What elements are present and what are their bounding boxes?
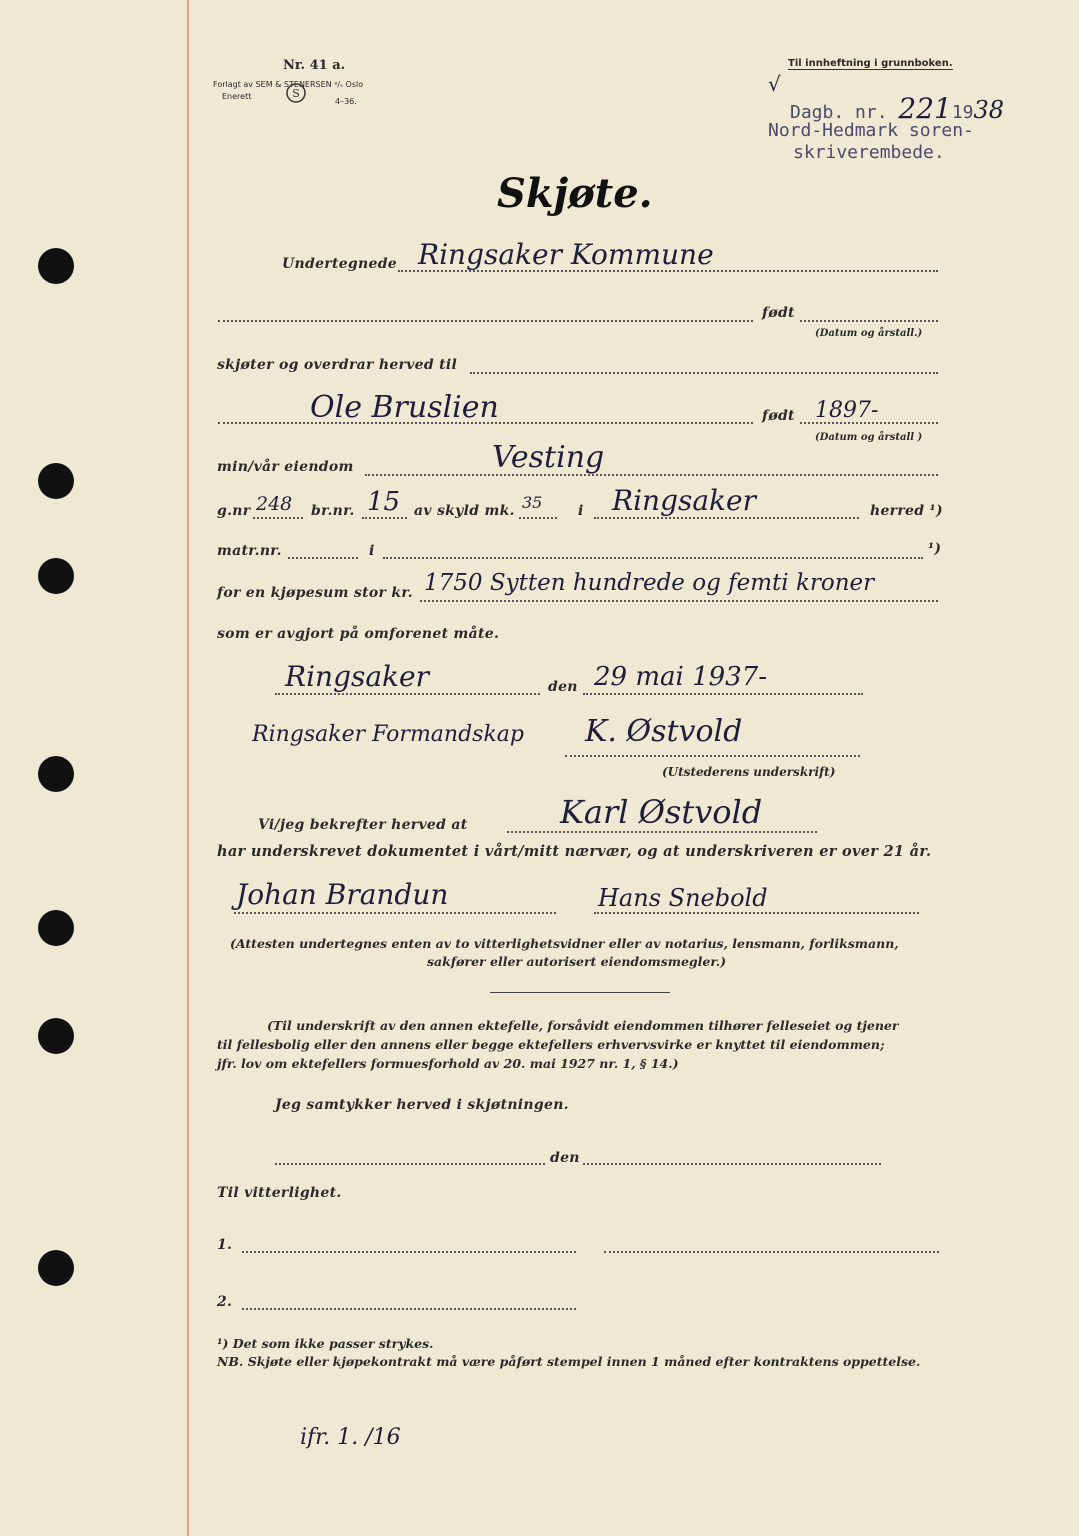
dotted-line <box>583 693 863 695</box>
fodt-label: født <box>762 305 795 321</box>
bekrefter-value: Karl Østvold <box>560 793 763 831</box>
dotted-line <box>242 1251 576 1253</box>
dotted-line <box>218 320 753 322</box>
footnote: ¹) Det som ikke passer strykes. <box>217 1336 434 1351</box>
buyer-value: Ole Bruslien <box>310 390 499 425</box>
datum-note: (Datum og årstall.) <box>815 328 923 339</box>
publisher-line: Forlagt av SEM & STENERSEN ᵃ/ₛ Oslo <box>213 80 364 89</box>
binding-note: Til innheftning i grunnboken. <box>788 58 953 69</box>
underskrevet-text: har underskrevet dokumentet i vårt/mitt nærvær, og at underskriveren er over 21 år. <box>217 843 932 860</box>
gnr-value: 248 <box>256 493 293 515</box>
datum-note: (Datum og årstall ) <box>815 432 923 443</box>
issuer-note: (Utstederens underskrift) <box>662 765 836 779</box>
gnr-label: g.nr <box>217 503 251 519</box>
undertegnede-label: Undertegnede <box>282 256 398 272</box>
attest-note: (Attesten undertegnes enten av to vitterlighetsvidner eller av notarius, lensmann, forliksmann, <box>230 936 899 951</box>
publisher-logo-icon <box>285 82 307 104</box>
check-mark: √ <box>768 72 781 96</box>
skjoter-label: skjøter og overdrar herved til <box>217 357 458 373</box>
stamp-line3: skriverembede. <box>793 142 945 163</box>
dotted-line <box>507 831 817 833</box>
kjopesum-value: 1750 Sytten hundrede og femti kroner <box>424 570 875 596</box>
stamp-year-suffix: 38 <box>973 96 1005 124</box>
dotted-line <box>519 517 557 519</box>
skyld-label: av skyld mk. <box>414 503 515 519</box>
dotted-line <box>420 600 938 602</box>
eiendom-value: Vesting <box>492 440 605 475</box>
dotted-line <box>365 474 938 476</box>
issuer-signature: K. Østvold <box>585 714 743 749</box>
dotted-line <box>583 1163 881 1165</box>
spouse-note: jfr. lov om ektefellers formuesforhold av 20. mai 1927 nr. 1, § 14.) <box>217 1056 679 1071</box>
punch-hole <box>38 1250 74 1286</box>
punch-hole <box>38 558 74 594</box>
footnote-nb: NB. Skjøte eller kjøpekontrakt må være påført stempel innen 1 måned efter kontraktens oppettelse. <box>217 1354 921 1369</box>
stamp-number: 221 <box>898 92 952 125</box>
dotted-line <box>604 1251 939 1253</box>
matr-label: matr.nr. <box>217 543 282 559</box>
brnr-label: br.nr. <box>311 503 355 519</box>
dotted-line <box>800 320 938 322</box>
witness-number-1: 1. <box>217 1237 233 1253</box>
stamp-year-prefix: 19 <box>951 102 974 123</box>
dotted-line <box>594 912 919 914</box>
dotted-line <box>383 557 923 559</box>
herred-value: Ringsaker <box>612 484 756 517</box>
dotted-line <box>288 557 358 559</box>
skyld-value: 35 <box>522 493 543 512</box>
matr-note: ¹) <box>928 541 942 557</box>
margin-rule <box>187 0 189 1536</box>
svg-text:S: S <box>292 87 300 100</box>
vitterlighet-label: Til vitterlighet. <box>217 1185 342 1201</box>
undertegnede-value: Ringsaker Kommune <box>418 238 714 271</box>
date-value: 29 mai 1937- <box>594 662 768 692</box>
dotted-line <box>242 1308 576 1310</box>
punch-hole <box>38 248 74 284</box>
dotted-line <box>594 517 859 519</box>
herred-label: herred ¹) <box>870 503 943 519</box>
fodt2-value: 1897- <box>815 398 879 423</box>
den-label: den <box>548 679 578 695</box>
dotted-line <box>565 755 860 757</box>
punch-hole <box>38 463 74 499</box>
document-title: Skjøte. <box>497 170 653 217</box>
divider <box>490 992 670 993</box>
dotted-line <box>275 693 540 695</box>
brnr-value: 15 <box>367 487 401 517</box>
matr-i-label: i <box>369 543 375 559</box>
punch-hole <box>38 756 74 792</box>
dotted-line <box>470 372 938 374</box>
bekrefter-label: Vi/jeg bekrefter herved at <box>258 817 468 833</box>
den2-label: den <box>550 1150 580 1166</box>
place-value: Ringsaker <box>285 660 429 693</box>
publisher-date: 4–36. <box>335 97 357 106</box>
spouse-note: (Til underskrift av den annen ektefelle, forsåvidt eiendommen tilhører felleseiet og tjener <box>267 1018 899 1033</box>
spouse-note: til fellesbolig eller den annens eller begge ektefellers erhvervsvirke er knyttet til eiendommen; <box>217 1037 885 1052</box>
witness-1-signature: Johan Brandun <box>236 878 449 911</box>
eiendom-label: min/vår eiendom <box>217 459 354 475</box>
dotted-line <box>253 517 303 519</box>
form-number: Nr. 41 a. <box>283 58 346 73</box>
stamp-line2: Nord-Hedmark soren- <box>768 120 974 141</box>
avgjort-text: som er avgjort på omforenet måte. <box>217 626 500 642</box>
dotted-line <box>275 1163 545 1165</box>
i-label: i <box>578 503 584 519</box>
bottom-handwritten-note: ifr. 1. /16 <box>300 1425 401 1450</box>
punch-hole <box>38 910 74 946</box>
publisher-enerett: Enerett <box>222 92 252 101</box>
attest-note: sakfører eller autorisert eiendomsmegler.) <box>427 954 727 969</box>
fodt2-label: født <box>762 408 795 424</box>
dotted-line <box>362 517 407 519</box>
dotted-line <box>234 912 556 914</box>
stamp-prefix: Dagb. nr. <box>790 102 888 123</box>
issuer-org: Ringsaker Formandskap <box>252 722 524 747</box>
kjopesum-label: for en kjøpesum stor kr. <box>217 585 413 601</box>
punch-hole <box>38 1018 74 1054</box>
samtykker-text: Jeg samtykker herved i skjøtningen. <box>275 1097 569 1113</box>
witness-2-signature: Hans Snebold <box>598 884 768 912</box>
witness-number-2: 2. <box>217 1294 233 1310</box>
